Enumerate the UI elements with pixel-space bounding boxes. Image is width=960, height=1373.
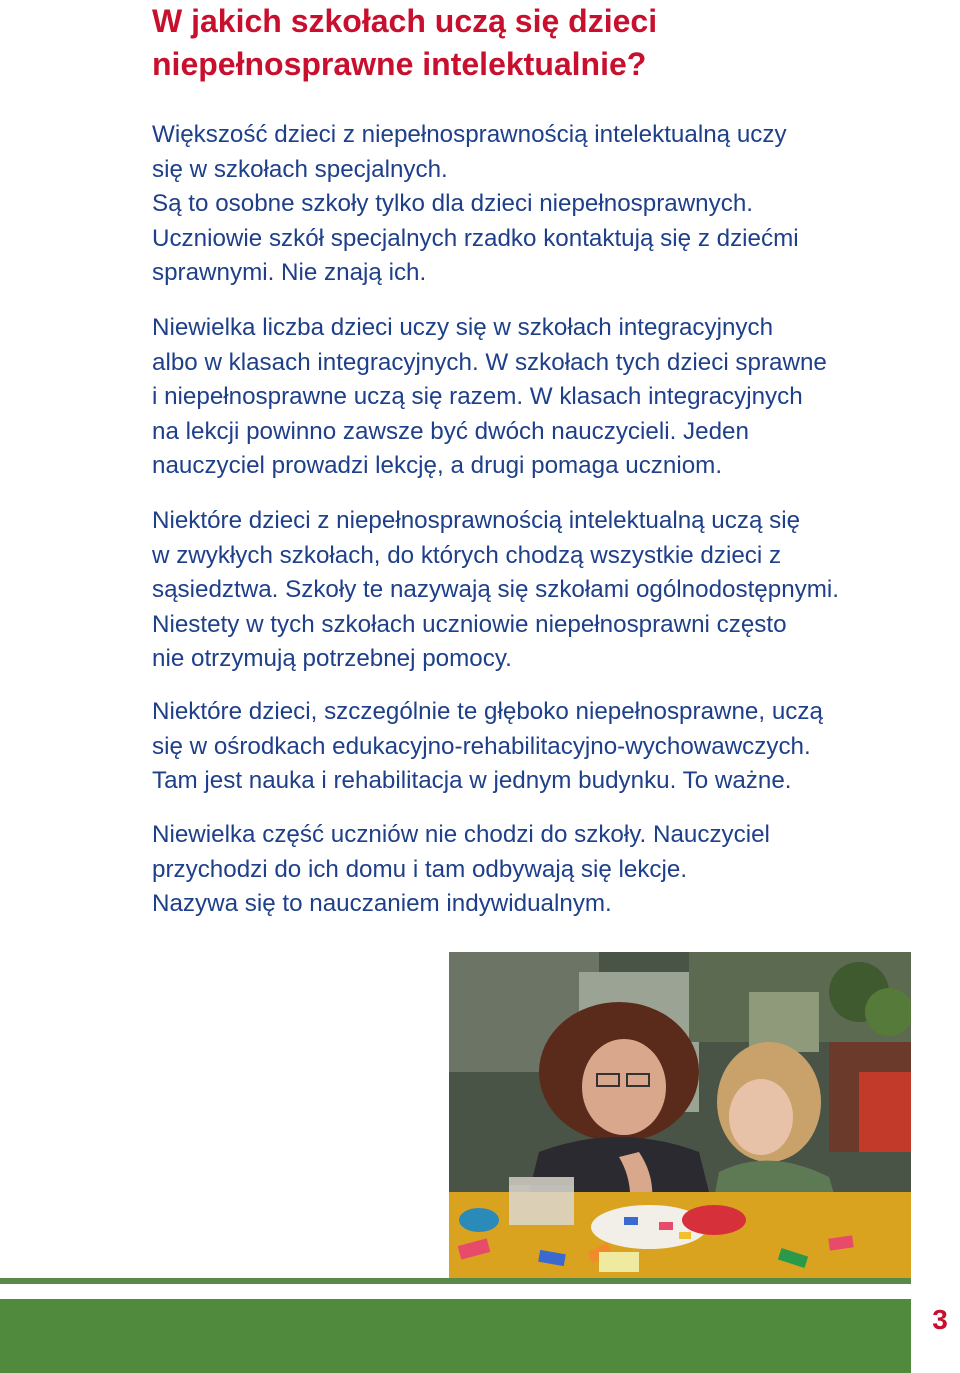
text-line: i niepełnosprawne uczą się razem. W klasach integracyjnych (152, 383, 803, 410)
text-line: się w ośrodkach edukacyjno-rehabilitacyjno-wychowawczych. (152, 732, 811, 760)
page-title-line-2: niepełnosprawne intelektualnie? (152, 46, 647, 82)
classroom-photo (449, 952, 911, 1278)
text-line: na lekcji powinno zawsze być dwóch nauczycieli. Jeden (152, 417, 749, 445)
text-line: Niektóre dzieci z niepełnosprawnością intelektualną uczą się (152, 507, 801, 534)
classroom-photo-illustration (449, 952, 911, 1278)
text-line: albo w klasach integracyjnych. W szkołach tych dzieci sprawne (152, 348, 827, 376)
paragraph-individual-teaching (152, 818, 942, 922)
text-line: nauczyciel prowadzi lekcję, a drugi pomaga uczniom. (152, 452, 723, 479)
text-line: Niestety w tych szkołach uczniowie niepełnosprawni często (152, 610, 787, 638)
text-line: Tam jest nauka i rehabilitacja w jednym budynku. To ważne. (152, 767, 792, 794)
paragraph-special-schools (152, 118, 942, 291)
footer-bar (0, 1299, 911, 1373)
text-line: sprawnymi. Nie znają ich. (152, 259, 427, 286)
text-line: Większość dzieci z niepełnosprawnością intelektualną uczy (152, 121, 787, 148)
text-line: nie otrzymują potrzebnej pomocy. (152, 645, 512, 672)
paragraph-mainstream-schools (152, 504, 942, 677)
text-line: Nazywa się to nauczaniem indywidualnym. (152, 890, 612, 917)
text-line: Są to osobne szkoły tylko dla dzieci niepełnosprawnych. (152, 190, 753, 217)
paragraph-rehabilitation-centers (152, 695, 942, 799)
text-line: w zwykłych szkołach, do których chodzą wszystkie dzieci z (152, 541, 782, 569)
text-line: przychodzi do ich domu i tam odbywają się lekcje. (152, 855, 688, 883)
footer-divider (0, 1278, 911, 1284)
text-line: sąsiedztwa. Szkoły te nazywają się szkołami ogólnodostępnymi. (152, 576, 839, 603)
page-title-line-1: W jakich szkołach uczą się dzieci (152, 3, 658, 39)
page-number: 3 (932, 1304, 948, 1335)
text-line: Niewielka część uczniów nie chodzi do szkoły. Nauczyciel (152, 821, 770, 848)
text-line: się w szkołach specjalnych. (152, 155, 448, 183)
paragraph-integration-schools (152, 311, 942, 484)
text-line: Uczniowie szkół specjalnych rzadko kontaktują się z dziećmi (152, 224, 799, 252)
text-line: Niektóre dzieci, szczególnie te głęboko niepełnosprawne, uczą (152, 698, 823, 725)
text-line: Niewielka liczba dzieci uczy się w szkołach integracyjnych (152, 314, 774, 341)
page-title (152, 0, 912, 86)
